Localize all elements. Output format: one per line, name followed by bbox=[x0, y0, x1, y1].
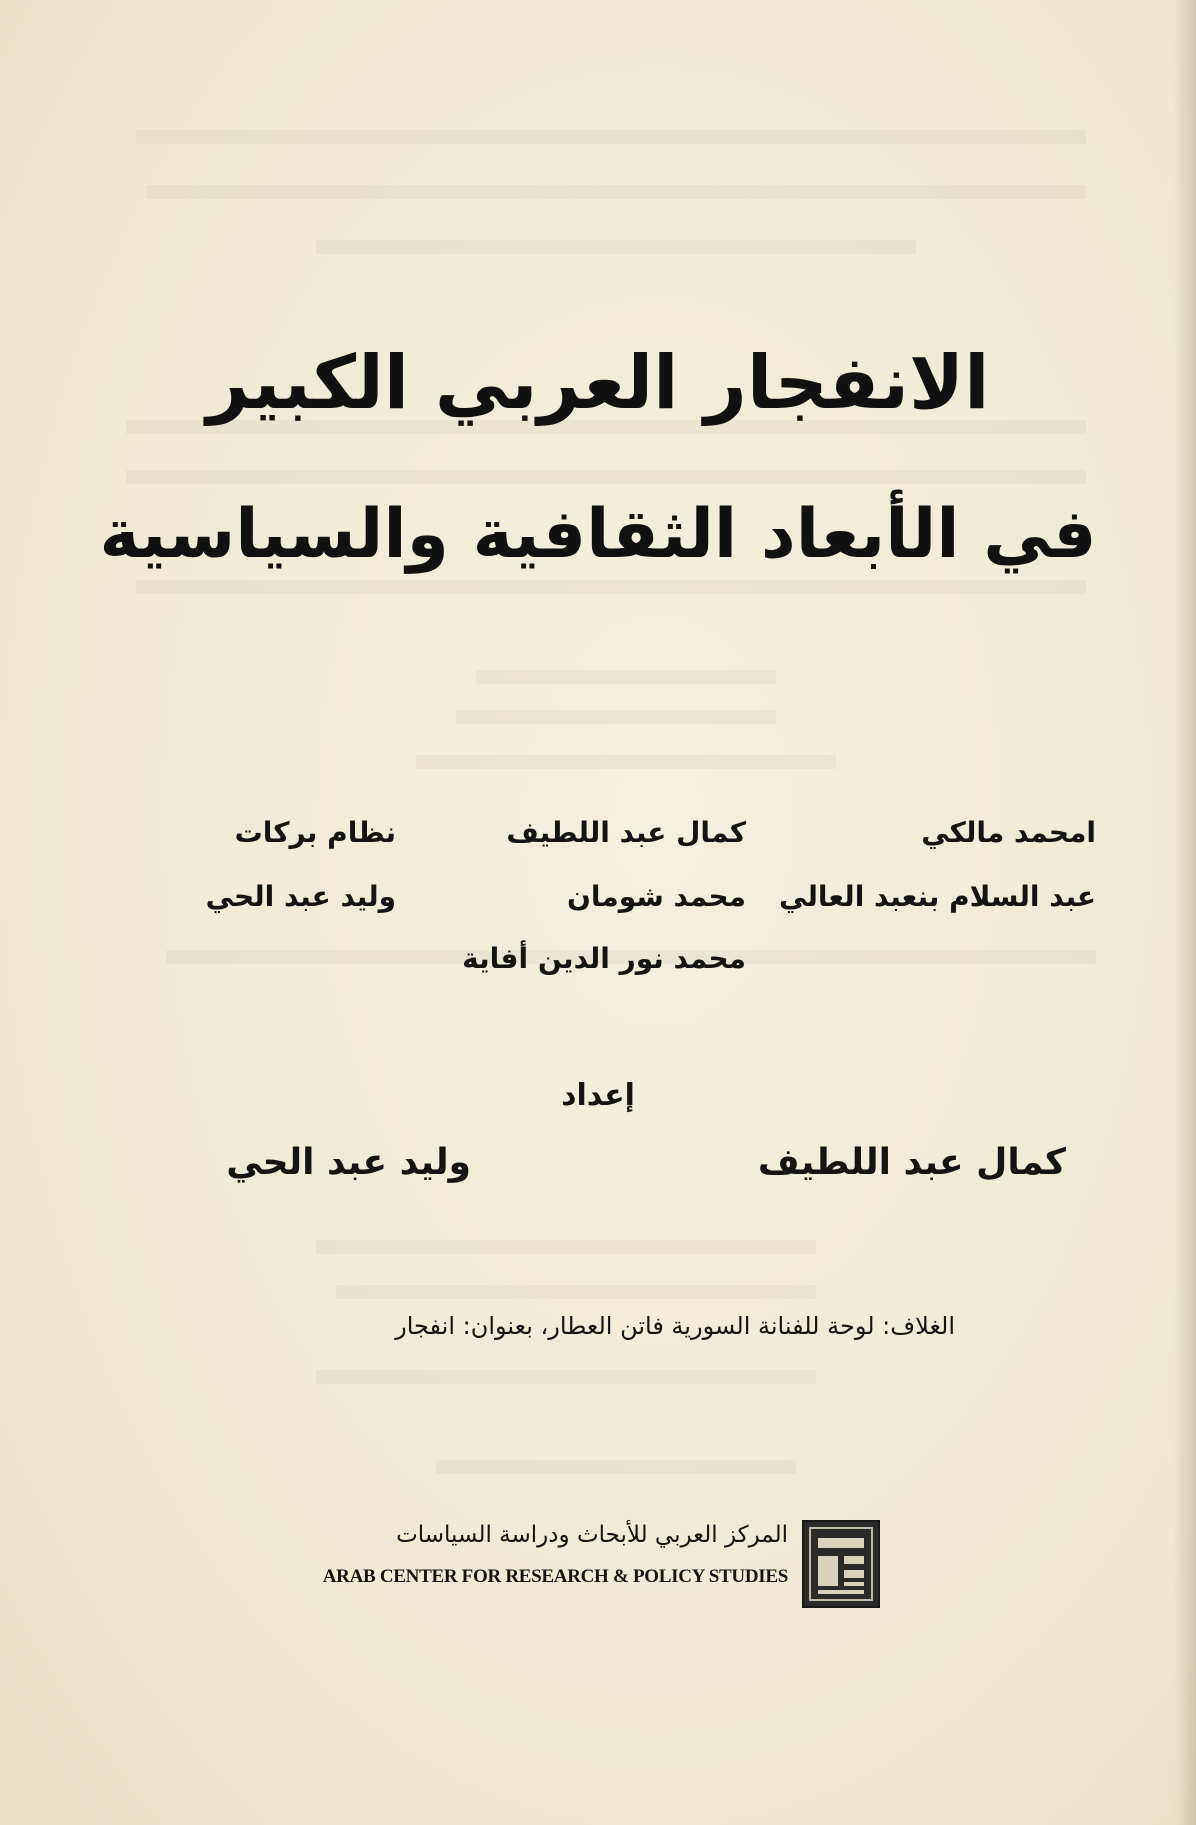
author-1: امحمد مالكي bbox=[921, 816, 1096, 849]
editors-label: إعداد bbox=[561, 1078, 635, 1113]
publisher-block bbox=[322, 1520, 880, 1610]
author-6: وليد عبد الحي bbox=[205, 880, 396, 913]
author-3: نظام بركات bbox=[234, 816, 396, 849]
author-4: عبد السلام بنعبد العالي bbox=[779, 880, 1096, 913]
author-5: محمد شومان bbox=[566, 880, 746, 913]
author-7: محمد نور الدين أفاية bbox=[462, 942, 746, 975]
arab-center-logo-icon bbox=[802, 1520, 880, 1608]
editor-1: كمال عبد اللطيف bbox=[757, 1142, 1066, 1183]
book-title-line-2: في الأبعاد الثقافية والسياسية bbox=[99, 495, 1097, 574]
page-edge-shadow bbox=[1174, 0, 1196, 1825]
author-2: كمال عبد اللطيف bbox=[506, 816, 746, 849]
publisher-name-english: ARAB CENTER FOR RESEARCH & POLICY STUDIES bbox=[322, 1566, 788, 1587]
cover-credit: الغلاف: لوحة للفنانة السورية فاتن العطار، بعنوان: انفجار bbox=[395, 1312, 955, 1340]
editor-2: وليد عبد الحي bbox=[226, 1142, 471, 1183]
book-title-line-1: الانفجار العربي الكبير bbox=[206, 340, 990, 426]
publisher-name-arabic: المركز العربي للأبحاث ودراسة السياسات bbox=[396, 1522, 788, 1548]
